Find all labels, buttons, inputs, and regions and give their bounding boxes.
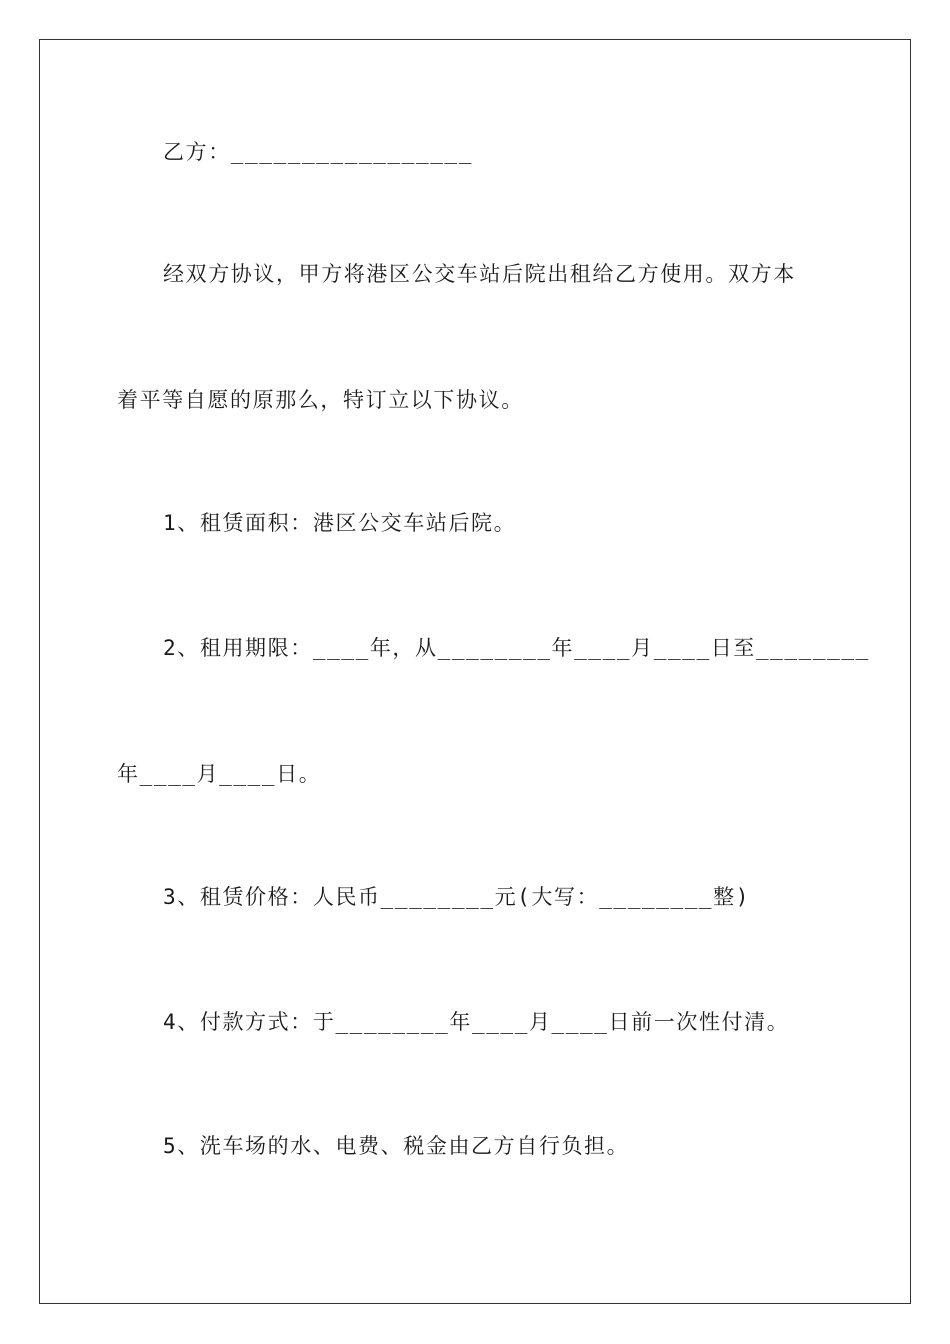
- clause-2-lease-term-line-1: 2、租用期限：____年，从________年____月____日至________: [163, 636, 870, 660]
- clause-4-payment-method: 4、付款方式：于________年____月____日前一次性付清。: [163, 1010, 790, 1034]
- party-b-line: 乙方：_________________: [163, 140, 473, 164]
- clause-1-rental-area: 1、租赁面积：港区公交车站后院。: [163, 511, 517, 535]
- agreement-intro-line-2: 着平等自愿的原那么，特订立以下协议。: [117, 388, 524, 412]
- page-border: [39, 39, 911, 1304]
- agreement-intro-line-1: 经双方协议，甲方将港区公交车站后院出租给乙方使用。双方本: [163, 262, 796, 286]
- clause-3-rental-price: 3、租赁价格：人民币________元(大写：________整): [163, 885, 751, 909]
- clause-2-lease-term-line-2: 年____月____日。: [117, 762, 322, 786]
- clause-5-utilities-taxes: 5、洗车场的水、电费、税金由乙方自行负担。: [163, 1134, 630, 1158]
